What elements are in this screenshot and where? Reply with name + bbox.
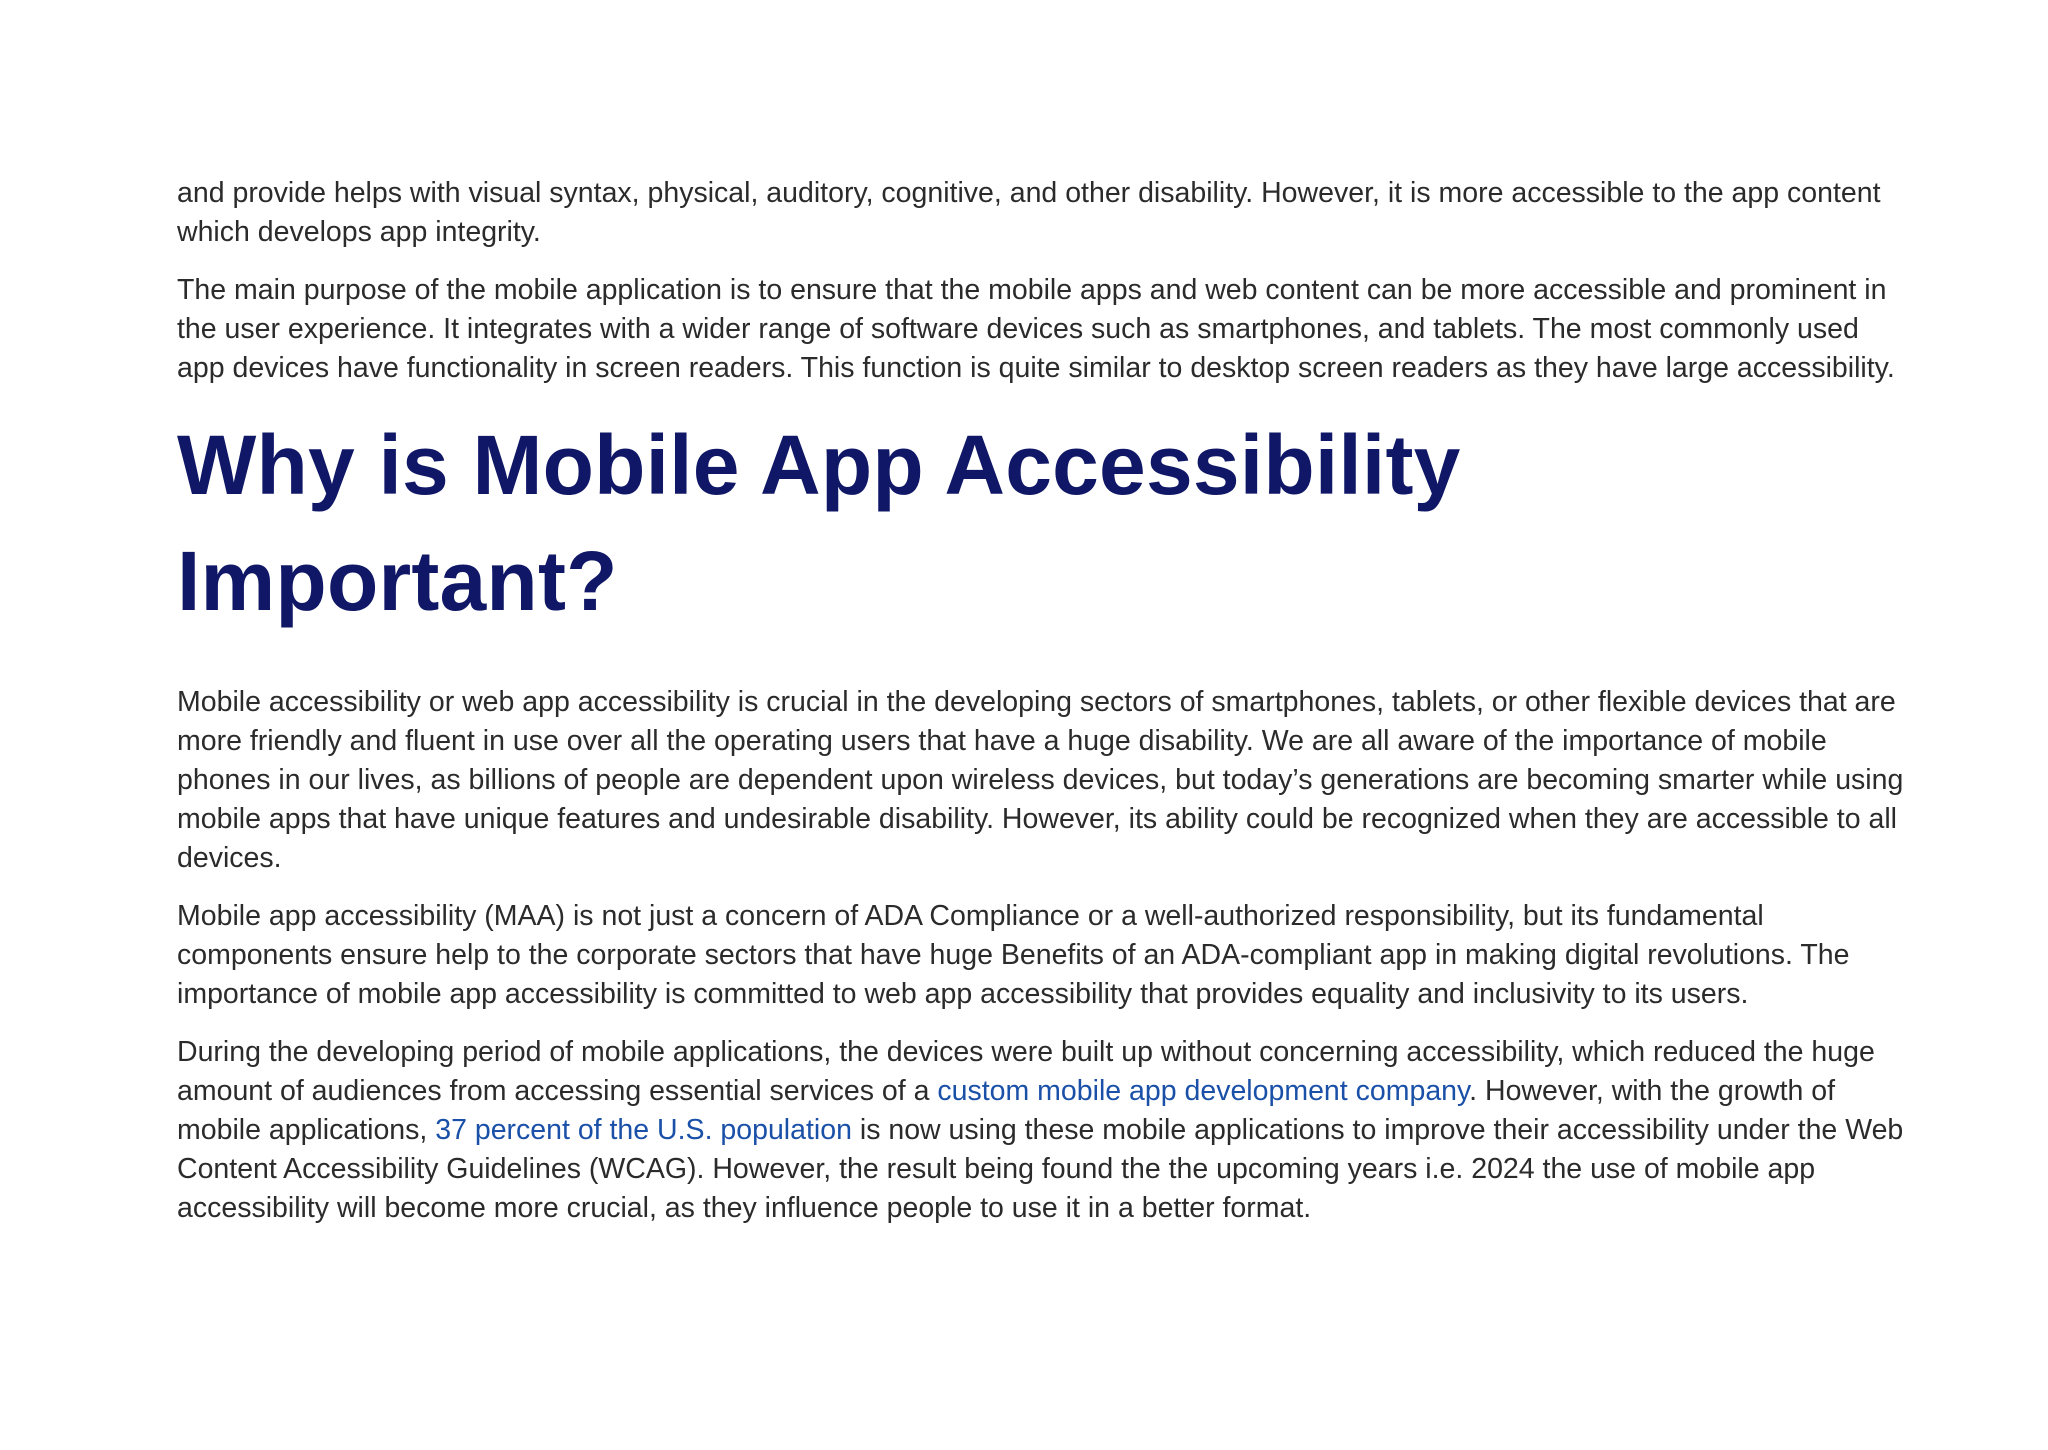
article-content: [177, 174, 1905, 1247]
body-paragraph: Mobile app accessibility (MAA) is not just a concern of ADA Compliance or a well-authorized responsibility, but its fundamental components ensure help to the corporate sectors that have huge Benefits of an ADA-compliant app in making digital revolutions. The importance of mobile app accessibility is committed to web app accessibility that provides equality and inclusivity to its users.: [177, 900, 1850, 1010]
us-population-statistic-link[interactable]: 37 percent of the U.S. population: [435, 1114, 852, 1146]
paragraph-text: is now using these mobile applications to improve their accessibility under the Web Content Accessibility Guidelines (WCAG). However, the result being found the the upcoming years i.e. 2024 the use of mobile app accessibility will become more crucial, as they influence people to use it in a better format.: [177, 1114, 1904, 1224]
body-paragraph-with-links: [177, 1033, 1905, 1228]
section-heading: Why is Mobile App Accessibility Important?: [177, 418, 1461, 628]
paragraph-text: During the developing period of mobile applications, the devices were built up without concerning accessibility, which reduced the huge amount of audiences from accessing essential services of a: [177, 1036, 1875, 1107]
paragraph-text: . However, with the growth of mobile applications,: [177, 1075, 1836, 1146]
intro-paragraph: The main purpose of the mobile application is to ensure that the mobile apps and web content can be more accessible and prominent in the user experience. It integrates with a wider range of software devices such as smartphones, and tablets. The most commonly used app devices have functionality in screen readers. This function is quite similar to desktop screen readers as they have large accessibility.: [177, 274, 1895, 384]
custom-app-development-link[interactable]: custom mobile app development company: [937, 1075, 1470, 1107]
intro-paragraph: and provide helps with visual syntax, physical, auditory, cognitive, and other disability. However, it is more accessible to the app content which develops app integrity.: [177, 177, 1881, 248]
body-paragraph: Mobile accessibility or web app accessibility is crucial in the developing sectors of smartphones, tablets, or other flexible devices that are more friendly and fluent in use over all the operating users that have a huge disability. We are all aware of the importance of mobile phones in our lives, as billions of people are dependent upon wireless devices, but today’s generations are becoming smarter while using mobile apps that have unique features and undesirable disability. However, its ability could be recognized when they are accessible to all devices.: [177, 686, 1904, 874]
